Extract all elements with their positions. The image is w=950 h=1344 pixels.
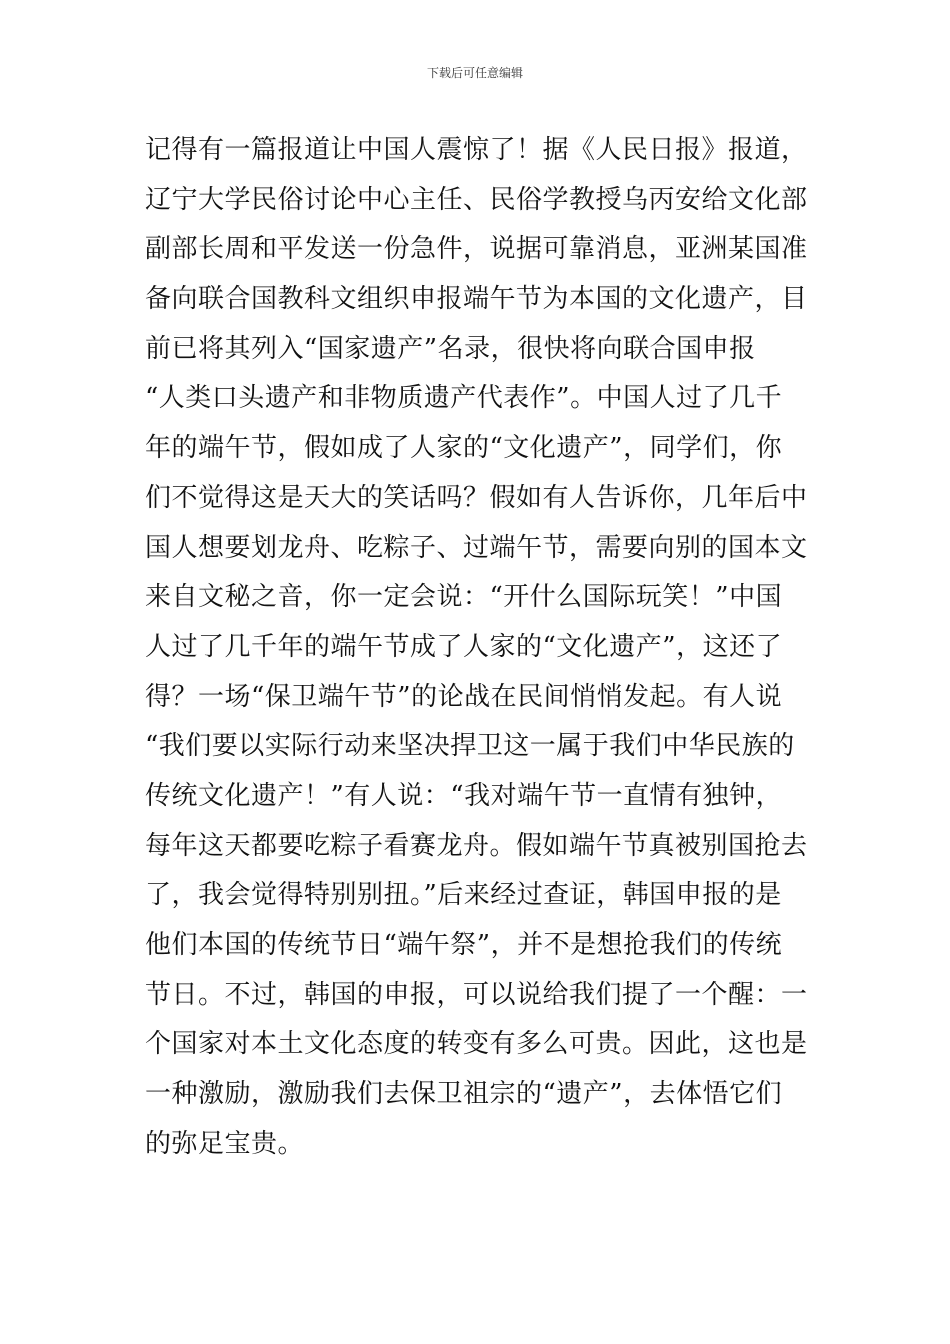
text-line: 国人想要划龙舟、吃粽子、过端午节，需要向别的国本文 [145,532,808,563]
text-line: 副部长周和平发送一份急件，说据可靠消息，亚洲某国准 [145,234,808,265]
text-line: 辽宁大学民俗讨论中心主任、民俗学教授乌丙安给文化部 [145,184,808,215]
text-line: 了，我会觉得特别别扭。”后来经过查证，韩国申报的是 [145,880,782,911]
text-line: 个国家对本土文化态度的转变有多么可贵。因此，这也是 [145,1029,808,1060]
text-line: 他们本国的传统节日“端午祭”，并不是想抢我们的传统 [145,930,783,960]
page-header: 下载后可任意编辑 [426,66,523,80]
text-line: 每年这天都要吃粽子看赛龙舟。假如端午节真被别国抢去 [145,830,808,861]
text-line: 节日。不过，韩国的申报，可以说给我们提了一个醒：一 [145,979,808,1010]
text-line: 记得有一篇报道让中国人震惊了！据《人民日报》报道， [145,135,808,165]
text-line: “人类口头遗产和非物质遗产代表作”。中国人过了几千 [145,383,783,414]
text-line: “我们要以实际行动来坚决捍卫这一属于我们中华民族的 [145,731,795,762]
text-line: 年的端午节，假如成了人家的“文化遗产”，同学们，你 [145,433,783,464]
text-line: 传统文化遗产！”有人说：“我对端午节一直情有独钟， [145,780,783,811]
text-line: 人过了几千年的端午节成了人家的“文化遗产”，这还了 [145,631,783,662]
text-line: 备向联合国教科文组织申报端午节为本国的文化遗产，目 [145,284,808,315]
text-line: 一种激励，激励我们去保卫祖宗的“遗产”，去体悟它们 [145,1079,783,1110]
body-paragraph [145,126,825,1169]
text-line: 们不觉得这是天大的笑话吗？假如有人告诉你，几年后中 [145,482,808,513]
text-line: 来自文秘之音，你一定会说：“开什么国际玩笑！”中国 [145,582,783,613]
text-line: 的弥足宝贵。 [145,1128,305,1159]
text-line: 前已将其列入“国家遗产”名录，很快将向联合国申报 [145,333,756,364]
text-line: 得？一场“保卫端午节”的论战在民间悄悄发起。有人说 [145,681,783,712]
